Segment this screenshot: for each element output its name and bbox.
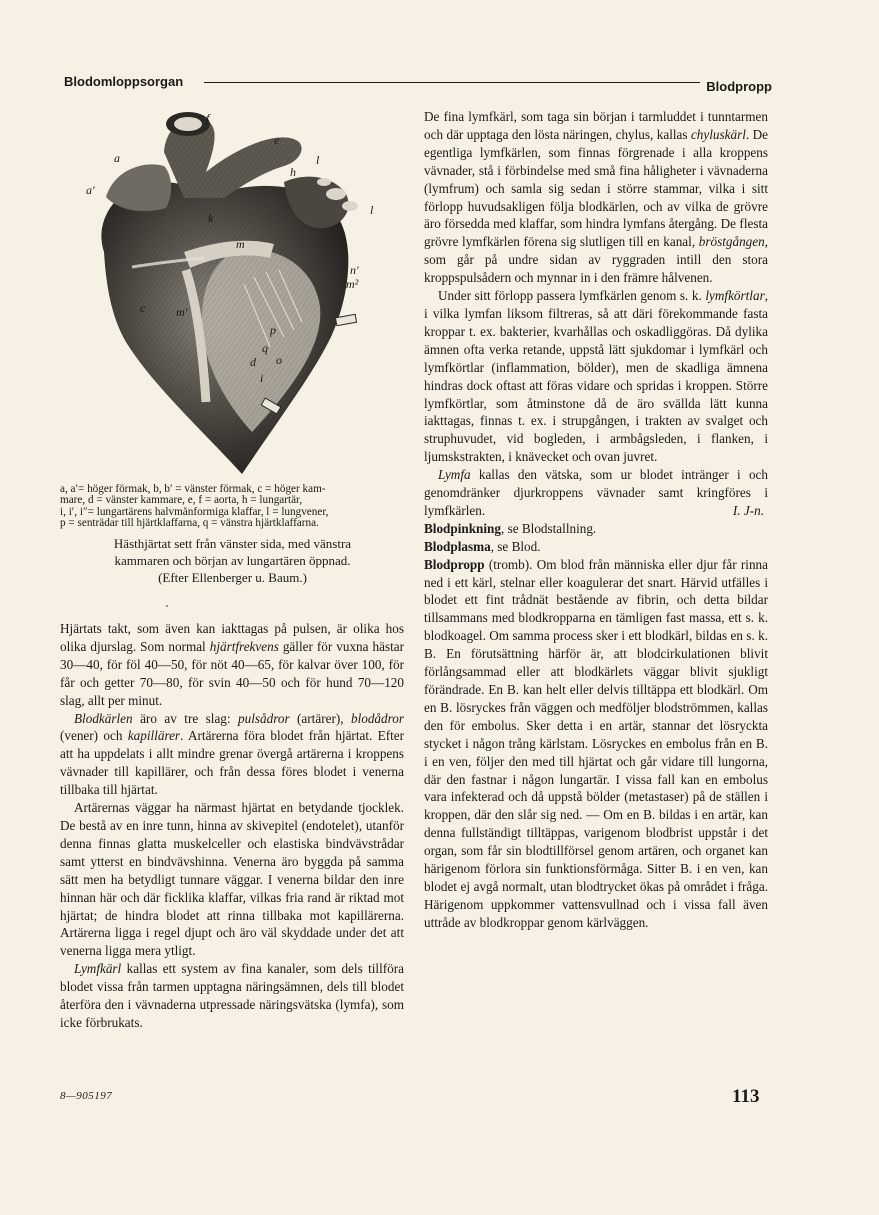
figure-caption [60, 535, 405, 586]
fig-label-o: o [276, 353, 282, 367]
paragraph-heart-rate: Hjärtats takt, som även kan iakttagas på pulsen, är olika hos olika djurslag. Som normal hjärtfrekvens gäller för vuxna hästar 30—40, för föl 40—50, för nöt 40—65, för kalvar över 100, för får och getter 70—80, för svin 40—50 och för hund 70—120 slag, allt per minut. [60, 621, 404, 708]
author-signature: I. J-n. [732, 502, 764, 518]
fig-label-l2: l [370, 203, 374, 217]
print-code: 8—905197 [60, 1090, 113, 1102]
paragraph-lymph: Lymfa kallas den vätska, som ur blodet intränger i och genomdränker djurkroppens vävnader samt kringföres i lymfkärlen. I. J-n. [424, 467, 768, 518]
fig-label-n-prime: n' [350, 263, 359, 277]
fig-label-f: f [206, 111, 210, 125]
page-number: 113 [732, 1086, 760, 1107]
fig-label-p: p [270, 323, 276, 337]
entry-blodpropp: Blodpropp (tromb). Om blod från människa eller djur får rinna ned i ett kärl, stelnar eller koagulerar det snart. Härvid utfälles i blodet ett fint trådnät bestående av fibrin, och detta bildar tillsammans med blodkropparna en tämligen fast massa, ett s. k. blodkoagel. Om samma process sker i ett blodkärl, bildas en s. k. B. En förutsättning härför är, att blodcirkulationen blivit förlångsammad eller att blodkärlets väggar blivit sjukligt förändrade. En B. kan helt eller delvis tilltäppa ett blodkärl. Om en B. lösryckes från väggen och medföljer blodströmmen, kallas den för embolus. Sker detta i en artär, stannar det lösryckta stycket i någon trång kärlstam. Lösryckes en embolus från en B. i en ven, följer den med till hjärtat och går vidare till lungorna, där den fastnar i någon lungartär. I vissa fall kan en embolus vara infekterad och då uppstå bölder (metastaser) på de ställen i kroppen, där den slår sig ned. — Om en B. bildas i en artär, kan denna fullständigt tilltäppas, varigenom blodbrist uppstår i det organ, som får sin blodtillförsel genom artären, och organet kan härigenom förlora sin funktionsförmåga. Sitter B. i en ven, kan blodet ej avgå normalt, utan blodtrycket ökas på området i fråga. Härigenom uppkommer vattensvullnad och i vissa fall även uttråde av blodkroppar genom kärlväggen. [424, 556, 768, 930]
caption-line: Hästhjärtat sett från vänster sida, med vänstra [113, 536, 352, 551]
fig-label-l: l [316, 153, 320, 167]
entry-blodpinkning: Blodpinkning, se Blodstallning. [424, 520, 597, 536]
fig-label-m: m [236, 237, 245, 251]
fig-label-k: k [208, 211, 214, 225]
entry-blodplasma: Blodplasma, se Blod. [424, 538, 541, 554]
fig-label-m2: m² [346, 277, 359, 291]
legend-line: p = senträdar till hjärtklaffarna, q = vänstra hjärtklaffarna. [60, 518, 319, 530]
right-column [424, 108, 768, 932]
figure-legend [60, 484, 405, 530]
legend-line: a, a′= höger förmak, b, b′ = vänster förmak, c = höger kam- [60, 484, 326, 495]
paragraph-chyle-vessels: De fina lymfkärl, som taga sin början i tarmluddet i tunntarmen och där upptaga den lösta näringen, chylus, kallas chyluskärl. De egentliga lymfkärlen, som finnas förgrenade i alla kroppens vävnader, stå i förbindelse med små fina håligheter i vävnaderna (lymfrum) och samla sig sedan i större stammar, vilka i sitt förlopp huvudsakligen följa blodkärlen, och av vilka de grövre äro försedda med klaffar, som hindra lymfans återgång. De flesta grövre lymfkärlen förena sig slutligen till en kanal, bröstgången, som går på undre sidan av ryggraden intill den stora kroppspulsådern och mynnar in i den främre hålvenen. [424, 109, 768, 286]
fig-label-h: h [290, 165, 296, 179]
fig-label-q: q [262, 341, 268, 355]
left-column [60, 620, 404, 1032]
fig-label-a-prime: a' [86, 183, 95, 197]
legend-line: i, i′, i″= lungartärens halvmånformiga klaffar, l = lungvener, [60, 506, 329, 518]
fig-label-d: d [250, 355, 256, 369]
header-right-keyword: Blodpropp [706, 79, 772, 94]
heart-illustration [84, 102, 384, 480]
print-speck [166, 605, 168, 607]
fig-label-a: a [114, 151, 120, 165]
running-header [64, 72, 772, 94]
caption-line: (Efter Ellenberger u. Baum.) [158, 570, 307, 585]
heart-engraving-image [84, 102, 384, 480]
fig-label-i: i [260, 371, 264, 385]
header-rule [204, 82, 700, 83]
fig-label-e: e [274, 133, 280, 147]
paragraph-artery-walls: Artärernas väggar ha närmast hjärtat en betydande tjocklek. De bestå av en inre tunn, hinna av skivepitel (endotelet), utanför denna finnas glatta muskelceller och elastiska bindvävstrådar samt ytterst en bindvävshinna. Venerna äro byggda på samma sätt men ha betydligt tunnare väggar. I venerna bildar den inre hinnan här och där ficklika klaffar, vilkas fria rand är riktad mot hjärtat; de hindra blodet att rinna tillbaka mot kapillärerna. Artärerna ligga i regel djupt och äro väl skyddade under det att venerna ligga mera ytligt. [60, 800, 404, 959]
legend-line: mare, d = vänster kammare, e, f = aorta, h = lungartär, [60, 495, 303, 507]
paragraph-lymph-nodes: Under sitt förlopp passera lymfkärlen genom s. k. lymfkörtlar, i vilka lymfan liksom filtreras, så att däri förekommande fasta kroppar t. ex. bakterier, kvarhållas och oskadliggöras. Då dylika ämnen ofta verka retande, uppstå lätt sjukdomar i lymfkärl och lymfkörtlar (inflammation, bölder), men de skadliga ämnena hindras dock oftast att föras vidare och spridas i kroppen. Större lymfkörtlar, som åtminstone då de äro svällda lätt kunna iakttagas, finnas t. ex. i strupgången, i trakten av svalget och struphuvudet, vid bogleden, i armbågsleden, i flanken, i ljumskstrakten, i knävecket och ovan juvret. [424, 288, 768, 465]
fig-label-c: c [140, 301, 146, 315]
fig-label-m-prime: m' [176, 305, 188, 319]
paragraph-blood-vessels: Blodkärlen äro av tre slag: pulsådror (artärer), blodådror (vener) och kapillärer. Artärerna föra blodet från hjärtat. Efter att ha uppdelats i allt mindre grenar övergå artärerna i kroppens vävnader till kapillärer, och från dessa föres blodet i venerna tillbaka till hjärtat. [60, 710, 405, 798]
paragraph-lymph-vessels: Lymfkärl kallas ett system av fina kanaler, som dels tillföra blodet vissa från tarmen upptagna näringsämnen, dels till blodet återföra den i vävnaderna utpressade näringsvätska (lymfa), som icke förbrukats. [60, 961, 404, 1030]
caption-line: kammaren och början av lungartären öppnad. [114, 553, 351, 568]
header-left-keyword: Blodomloppsorgan [64, 74, 184, 89]
